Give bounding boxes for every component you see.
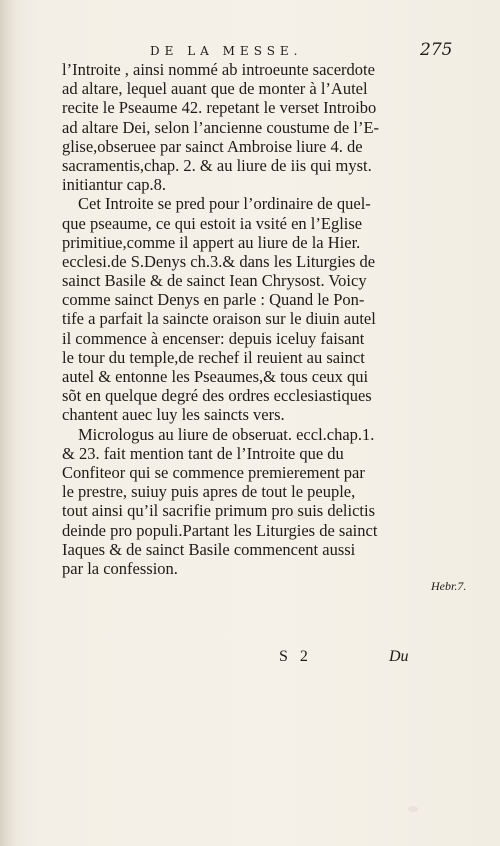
text-line: que pseaume, ce qui estoit ia vsité en l’Eglise xyxy=(62,213,363,233)
signature-mark: S 2 xyxy=(279,648,312,665)
text-line: comme sainct Denys en parle : Quand le Pon- xyxy=(62,290,365,310)
text-line: Cet Introite se pred pour l’ordinaire de quel- xyxy=(78,194,371,214)
running-title: DE LA MESSE. xyxy=(150,44,303,58)
text-line: Micrologus au liure de obseruat. eccl.chap.1. xyxy=(78,424,375,444)
catchword: Du xyxy=(389,648,409,665)
text-line: le prestre, suiuy puis apres de tout le peuple, xyxy=(62,482,356,502)
text-line: Confiteor qui se commence premierement par xyxy=(62,462,365,482)
text-line: tout ainsi qu’il sacrifie primum pro suis delictis xyxy=(62,501,375,521)
text-line: glise,obseruee par sainct Ambroise liure 4. de xyxy=(62,136,363,156)
page-number: 275 xyxy=(420,40,453,60)
paper-stain xyxy=(408,806,418,812)
text-line: Iaques & de sainct Basile commencent aussi xyxy=(62,539,356,559)
text-line: ecclesi.de S.Denys ch.3.& dans les Liturgies de xyxy=(62,251,376,271)
text-line: tife a parfait la saincte oraison sur le diuin autel xyxy=(62,309,376,329)
text-line: le tour du temple,de rechef il reuient au sainct xyxy=(62,347,365,367)
text-line: autel & entonne les Pseaumes,& tous ceux qui xyxy=(62,367,369,386)
text-line: ad altare Dei, selon l’ancienne coustume de l’E- xyxy=(62,117,380,137)
text-line: sacramentis,chap. 2. & au liure de iis qui myst. xyxy=(62,155,372,175)
text-line: sõt en quelque degré des ordres ecclesiastiques xyxy=(62,386,372,406)
text-line: ad altare, lequel auant que de monter à l’Autel xyxy=(62,79,368,99)
margin-note: Hebr.7. xyxy=(431,579,467,593)
text-line: recite le Pseaume 42. repetant le verset Introibo xyxy=(62,98,377,118)
text-line: il commence à encenser: depuis iceluy faisant xyxy=(62,328,365,348)
text-line: deinde pro populi.Partant les Liturgies de sainct xyxy=(62,520,378,540)
text-line: par la confession. xyxy=(62,558,178,578)
text-line: & 23. fait mention tant de l’Introite que du xyxy=(62,443,344,463)
text-line: primitiue,comme il appert au liure de la Hier. xyxy=(62,232,361,252)
page-body-text xyxy=(62,60,432,578)
page-gutter-shadow xyxy=(0,0,18,846)
text-line: initiantur cap.8. xyxy=(62,175,167,195)
text-line: chantent auec luy les saincts vers. xyxy=(62,405,285,425)
text-line: sainct Basile & de sainct Iean Chrysost. Voicy xyxy=(62,271,367,291)
text-line: l’Introite , ainsi nommé ab introeunte sacerdote xyxy=(62,60,375,79)
